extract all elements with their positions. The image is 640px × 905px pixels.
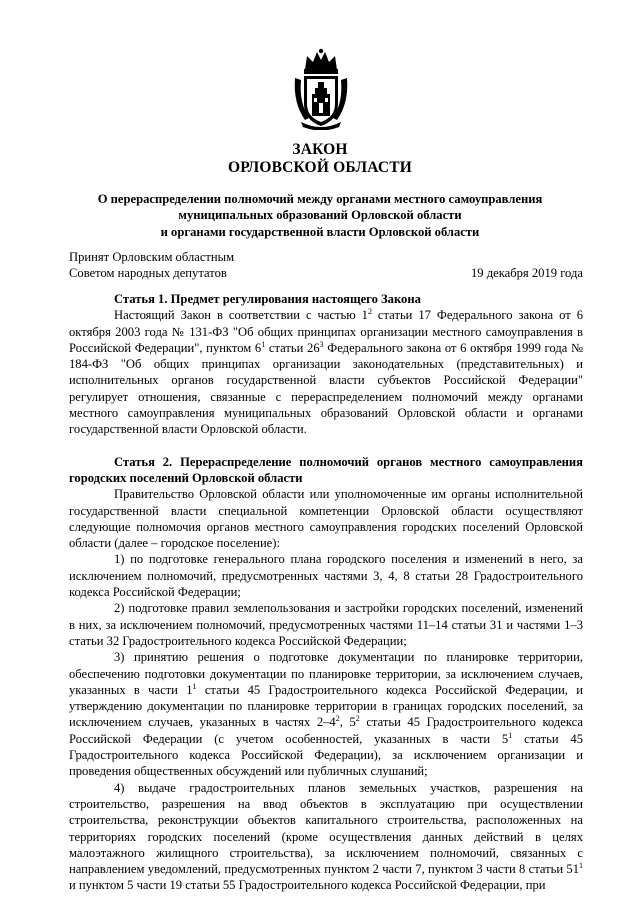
subject-line: О перераспределении полномочий между органами местного самоуправления xyxy=(97,192,543,206)
adoption-date: 19 декабря 2019 года xyxy=(470,266,583,280)
article-1-heading: Статья 1. Предмет регулирования настоящего Закона xyxy=(114,292,421,306)
law-body xyxy=(69,291,583,894)
article-2-item-1: 1) по подготовке генерального плана городского поселения и изменений в него, за исключением полномочий, предусмотренных частями 3, 4, 8 статьи 28 Градостроительного кодекса Российской Федерации; xyxy=(69,552,583,600)
article-2-item-2: 2) подготовке правил землепользования и застройки городских поселений, изменений в них, за исключением полномочий, предусмотренных частями 11–14 статьи 31 и частями 1–3 статьи 32 Градостроительного кодекса Российской Федерации; xyxy=(69,601,583,648)
article-1-paragraph: Настоящий Закон в соответствии с частью $1^2$ статьи 17 Федерального закона от 6 октября 2003 года № 131-ФЗ "Об общих принципах организации местного самоуправления в Российской Федерации", пунктом $6^1$ статьи $26^3$ Федерального закона от 6 октября 1999 года № 184-ФЗ "Об общих принципах организации законодательных (представительных) и исполнительных органов государственной власти субъектов Российской Федерации" регулирует отношения, связанные с перераспределением полномочий между органами местного самоуправления муниципальных образований Орловской области и органами государственной власти Орловской области. xyxy=(69,307,583,437)
adoption-line: Советом народных депутатов xyxy=(69,266,227,281)
article-2-intro: Правительство Орловской области или уполномоченные им органы исполнительной государственной власти специальной компетенции Орловской области осуществляют следующие полномочия органов местного самоуправления городских поселений Орловской области (далее – городское поселение): xyxy=(69,487,583,551)
law-title: ЗАКОН xyxy=(292,141,348,158)
adoption-line: Принят Орловским областным xyxy=(69,250,235,264)
region-title: ОРЛОВСКОЙ ОБЛАСТИ xyxy=(227,159,413,176)
article-2-heading: Статья 2. Перераспределение полномочий органов местного самоуправления городских поселений Орловской области xyxy=(69,454,583,485)
subject-line: и органами государственной власти Орловской области xyxy=(160,224,480,239)
adoption-note xyxy=(69,249,329,282)
article-2-item-3: 3) принятию решения о подготовке документации по планировке территории, обеспечению подготовки документации по планировке территории, за исключением случаев, указанных в части $1^1$ статьи 45 Градостроительного кодекса Российской Федерации, и утверждению документации по планировке территории в границах городских поселений, за исключением случаев, указанных в частях $2-4^2$, $5^2$ статьи 45 Градостроительного кодекса Российской Федерации (с учетом особенностей, указанных в части $5^1$ статьи 45 Градостроительного кодекса Российской Федерации), за исключением организации и проведения общественных обсуждений или публичных слушаний; xyxy=(69,650,584,779)
article-2-item-4: 4) выдаче градостроительных планов земельных участков, разрешения на строительство, разрешения на ввод объектов в эксплуатацию при осуществлении строительства, реконструкции объектов капитального строительства, расположенных на территориях городских поселений (кроме осуществления данных действий в целях малоэтажного жилищного строительства), за исключением полномочий, связанных с направлением уведомлений, предусмотренных пунктом 2 части 7, пунктом 3 части 8 статьи $51^1$ и пунктом 5 части 19 статьи 55 Градостроительного кодекса Российской Федерации, при xyxy=(69,780,583,893)
subject-line: муниципальных образований Орловской области xyxy=(178,208,462,223)
coat-of-arms-icon xyxy=(291,48,351,130)
law-subject xyxy=(60,191,580,240)
